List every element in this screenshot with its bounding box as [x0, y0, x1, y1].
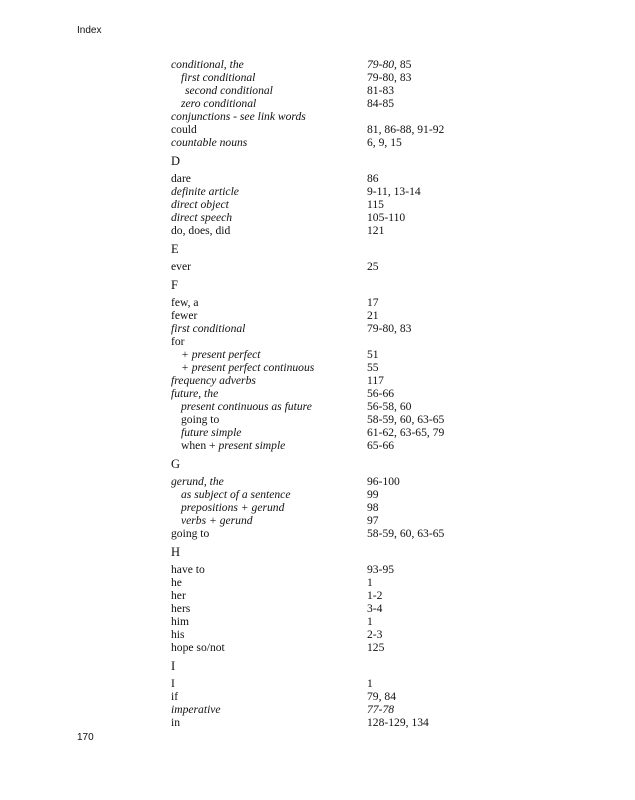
index-page-refs: 117 — [367, 374, 384, 387]
index-entry — [171, 488, 471, 501]
index-entry — [171, 97, 471, 110]
index-entry — [171, 716, 471, 729]
index-entry — [171, 348, 471, 361]
index-entry — [171, 198, 471, 211]
index-entry — [171, 185, 471, 198]
index-entry — [171, 426, 471, 439]
index-page-refs: 56-58, 60 — [367, 400, 412, 413]
index-entry — [171, 84, 471, 97]
index-list — [171, 58, 471, 729]
index-term: going to — [171, 527, 210, 540]
index-page-refs: 61-62, 63-65, 79 — [367, 426, 445, 439]
index-term: him — [171, 615, 190, 628]
index-entry — [171, 576, 471, 589]
index-page-refs: 58-59, 60, 63-65 — [367, 413, 445, 426]
index-entry — [171, 136, 471, 149]
index-entry — [171, 602, 471, 615]
letter-heading-text: H — [171, 545, 181, 559]
index-page-refs: 79-80, 85 — [367, 58, 412, 71]
letter-heading-text: I — [171, 659, 176, 673]
index-entry — [171, 400, 471, 413]
index-page-refs: 105-110 — [367, 211, 406, 224]
index-page-refs: 115 — [367, 198, 384, 211]
index-letter-heading — [171, 153, 471, 172]
index-entry — [171, 641, 471, 654]
index-term: his — [171, 628, 185, 641]
index-page-refs: 65-66 — [367, 439, 395, 452]
index-entry — [171, 224, 471, 237]
index-term: frequency adverbs — [171, 374, 256, 387]
index-term: have to — [171, 563, 205, 576]
index-page-refs: 77-78 — [367, 703, 395, 716]
index-page-refs: 121 — [367, 224, 385, 237]
index-letter-heading — [171, 544, 471, 563]
index-page-refs: 84-85 — [367, 97, 395, 110]
index-page-refs: 125 — [367, 641, 385, 654]
index-term: zero conditional — [181, 97, 257, 110]
index-page-refs: 51 — [367, 348, 379, 361]
index-term: + present perfect continuous — [181, 361, 315, 374]
index-entry — [171, 615, 471, 628]
index-page-refs: 17 — [367, 296, 379, 309]
running-header: Index — [77, 25, 102, 36]
index-page-refs: 56-66 — [367, 387, 395, 400]
index-term: if — [171, 690, 179, 703]
index-entry — [171, 58, 471, 71]
index-page-refs: 98 — [367, 501, 379, 514]
index-page-refs: 1 — [367, 615, 373, 628]
index-term: definite article — [171, 185, 239, 198]
index-letter-heading — [171, 456, 471, 475]
index-term: present continuous as future — [181, 400, 312, 413]
index-entry — [171, 690, 471, 703]
index-term: hope so/not — [171, 641, 225, 654]
index-entry — [171, 628, 471, 641]
index-page-refs: 25 — [367, 260, 379, 273]
index-letter-heading — [171, 277, 471, 296]
index-term: hers — [171, 602, 191, 615]
index-term: fewer — [171, 309, 198, 322]
letter-heading-text: D — [171, 154, 181, 168]
index-term: first conditional — [181, 71, 256, 84]
index-term: conjunctions - see link words — [171, 110, 306, 123]
index-page-refs: 93-95 — [367, 563, 395, 576]
index-entry — [171, 110, 471, 123]
index-page-refs: 58-59, 60, 63-65 — [367, 527, 445, 540]
index-term: do, does, did — [171, 224, 231, 237]
index-entry — [171, 172, 471, 185]
index-entry — [171, 322, 471, 335]
index-entry — [171, 211, 471, 224]
index-entry — [171, 703, 471, 716]
index-term: future, the — [171, 387, 219, 400]
index-entry — [171, 335, 471, 348]
index-term: prepositions + gerund — [181, 501, 285, 514]
index-page-refs: 81, 86-88, 91-92 — [367, 123, 445, 136]
index-page-refs: 99 — [367, 488, 379, 501]
index-term: few, a — [171, 296, 199, 309]
index-term: gerund, the — [171, 475, 224, 488]
index-page-refs: 1-2 — [367, 589, 383, 602]
index-entry — [171, 563, 471, 576]
index-term: + present perfect — [181, 348, 261, 361]
index-entry — [171, 677, 471, 690]
index-page-refs: 55 — [367, 361, 379, 374]
index-page-refs: 2-3 — [367, 628, 383, 641]
index-term: when + present simple — [181, 439, 286, 452]
index-term: future simple — [181, 426, 242, 439]
index-term: as subject of a sentence — [181, 488, 291, 501]
index-entry — [171, 589, 471, 602]
index-term: going to — [181, 413, 220, 426]
index-term: first conditional — [171, 322, 246, 335]
index-page-refs: 97 — [367, 514, 379, 527]
index-page-refs: 3-4 — [367, 602, 383, 615]
index-entry — [171, 374, 471, 387]
index-term: verbs + gerund — [181, 514, 253, 527]
index-entry — [171, 387, 471, 400]
index-entry — [171, 296, 471, 309]
page-number: 170 — [77, 732, 94, 743]
index-entry — [171, 260, 471, 273]
index-term: in — [171, 716, 181, 729]
index-term: could — [171, 123, 197, 136]
letter-heading-text: G — [171, 457, 181, 471]
index-term: for — [171, 335, 185, 348]
index-page-refs: 79-80, 83 — [367, 71, 412, 84]
index-page-refs: 128-129, 134 — [367, 716, 429, 729]
index-page-refs: 6, 9, 15 — [367, 136, 402, 149]
index-page-refs: 1 — [367, 677, 373, 690]
index-entry — [171, 527, 471, 540]
index-page-refs: 86 — [367, 172, 379, 185]
index-page-refs: 21 — [367, 309, 379, 322]
index-page-refs: 79, 84 — [367, 690, 396, 703]
index-term: second conditional — [185, 84, 273, 97]
index-page-refs: 79-80, 83 — [367, 322, 412, 335]
index-page-refs: 9-11, 13-14 — [367, 185, 421, 198]
index-entry — [171, 309, 471, 322]
index-entry — [171, 501, 471, 514]
index-entry — [171, 439, 471, 452]
index-letter-heading — [171, 658, 471, 677]
index-term: dare — [171, 172, 191, 185]
index-entry — [171, 361, 471, 374]
index-page-refs: 96-100 — [367, 475, 400, 488]
index-term: ever — [171, 260, 191, 273]
index-entry — [171, 123, 471, 136]
index-term: her — [171, 589, 186, 602]
index-term: direct object — [171, 198, 229, 211]
letter-heading-text: F — [171, 278, 178, 292]
index-page-refs: 1 — [367, 576, 373, 589]
index-term: I — [171, 677, 175, 690]
index-entry — [171, 475, 471, 488]
letter-heading-text: E — [171, 242, 179, 256]
index-term: direct speech — [171, 211, 233, 224]
index-term: he — [171, 576, 182, 589]
index-entry — [171, 514, 471, 527]
index-page-refs: 81-83 — [367, 84, 395, 97]
index-letter-heading — [171, 241, 471, 260]
index-entry — [171, 413, 471, 426]
index-entry — [171, 71, 471, 84]
index-term: conditional, the — [171, 58, 244, 71]
index-term: countable nouns — [171, 136, 248, 149]
index-term: imperative — [171, 703, 221, 716]
